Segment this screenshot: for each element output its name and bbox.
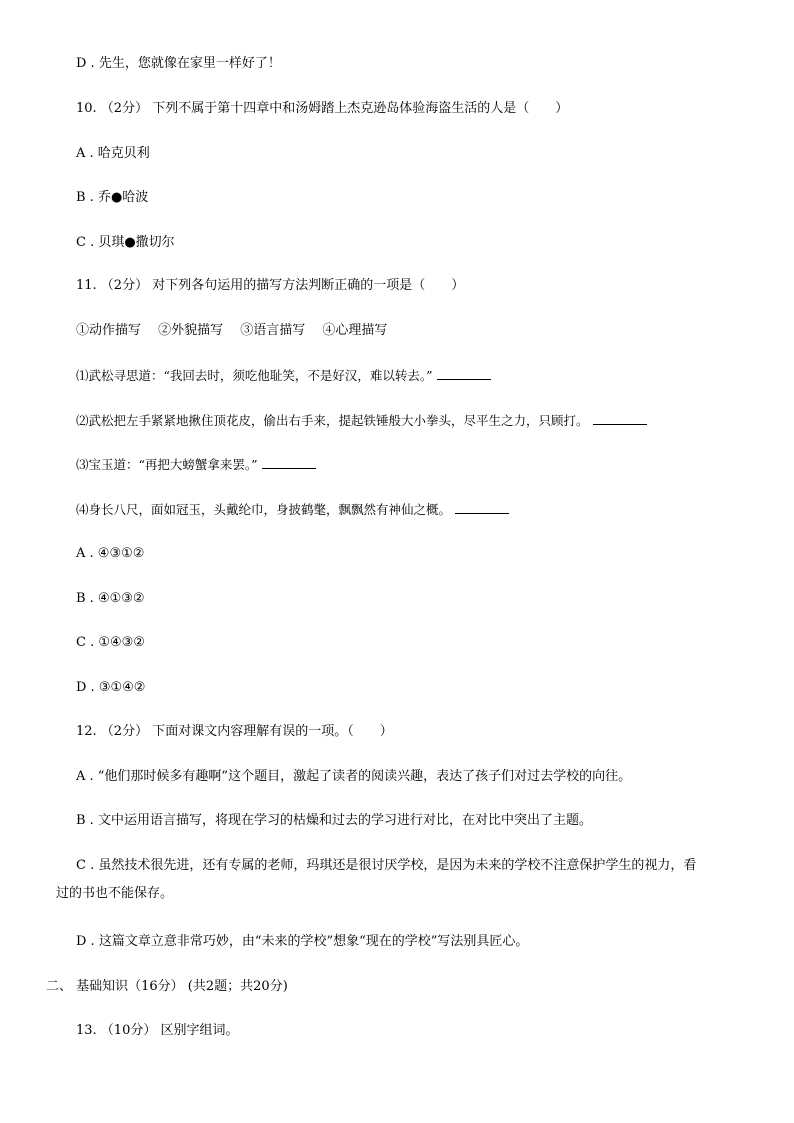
answer-blank[interactable] — [593, 412, 647, 425]
answer-blank[interactable] — [455, 501, 509, 514]
option-c-q12-line1: C . 虽然技术很先进，还有专属的老师，玛琪还是很讨厌学校，是因为未来的学校不注意保护学生的视力，看 — [76, 858, 697, 873]
sentence-4 — [76, 501, 509, 518]
option-c-q11: C . ①④③② — [76, 635, 145, 650]
option-b-q10: B . 乔●哈波 — [76, 190, 149, 205]
question-12-stem: 12. （2分） 下面对课文内容理解有误的一项。（ ） — [76, 724, 393, 739]
question-13-stem: 13. （10分） 区别字组词。 — [76, 1023, 239, 1038]
sentence-2 — [76, 412, 647, 429]
option-c-q10: C . 贝琪●撒切尔 — [76, 235, 175, 250]
sentence-1 — [76, 367, 491, 384]
answer-blank[interactable] — [262, 456, 316, 469]
option-d-q9: D . 先生，您就像在家里一样好了！ — [76, 56, 281, 71]
method-list: ①动作描写 ②外貌描写 ③语言描写 ④心理描写 — [76, 323, 388, 338]
option-a-q11: A . ④③①② — [76, 546, 145, 561]
answer-blank[interactable] — [437, 367, 491, 380]
option-c-q12-line2: 过的书也不能保存。 — [56, 886, 174, 901]
sentence-3 — [76, 456, 316, 473]
option-a-q10: A . 哈克贝利 — [76, 146, 150, 161]
sentence-2-text: ⑵武松把左手紧紧地揪住顶花皮，偷出右手来，提起铁锤般大小拳头，尽平生之力，只顾打。 — [76, 413, 589, 428]
sentence-4-text: ⑷身长八尺，面如冠玉，头戴纶巾，身披鹤氅，飘飘然有神仙之概。 — [76, 502, 452, 517]
option-b-q12: B . 文中运用语言描写，将现在学习的枯燥和过去的学习进行对比，在对比中突出了主题。 — [76, 813, 592, 828]
sentence-3-text: ⑶宝玉道：“再把大螃蟹拿来罢。” — [76, 457, 258, 472]
option-b-q11: B . ④①③② — [76, 591, 145, 606]
question-11-stem: 11. （2分） 对下列各句运用的描写方法判断正确的一项是（ ） — [76, 278, 465, 293]
question-10-stem: 10. （2分） 下列不属于第十四章中和汤姆踏上杰克逊岛体验海盗生活的人是（ ） — [76, 101, 569, 116]
sentence-1-text: ⑴武松寻思道：“我回去时，须吃他耻笑，不是好汉，难以转去。” — [76, 368, 433, 383]
option-a-q12: A . “他们那时候多有趣啊”这个题目，激起了读者的阅读兴趣，表达了孩子们对过去学校的向往。 — [76, 769, 632, 784]
section-heading: 二、 基础知识（16分） (共2题；共20分) — [46, 979, 288, 994]
option-d-q11: D . ③①④② — [76, 680, 146, 695]
option-d-q12: D . 这篇文章立意非常巧妙，由“未来的学校”想象“现在的学校”写法别具匠心。 — [76, 934, 529, 949]
